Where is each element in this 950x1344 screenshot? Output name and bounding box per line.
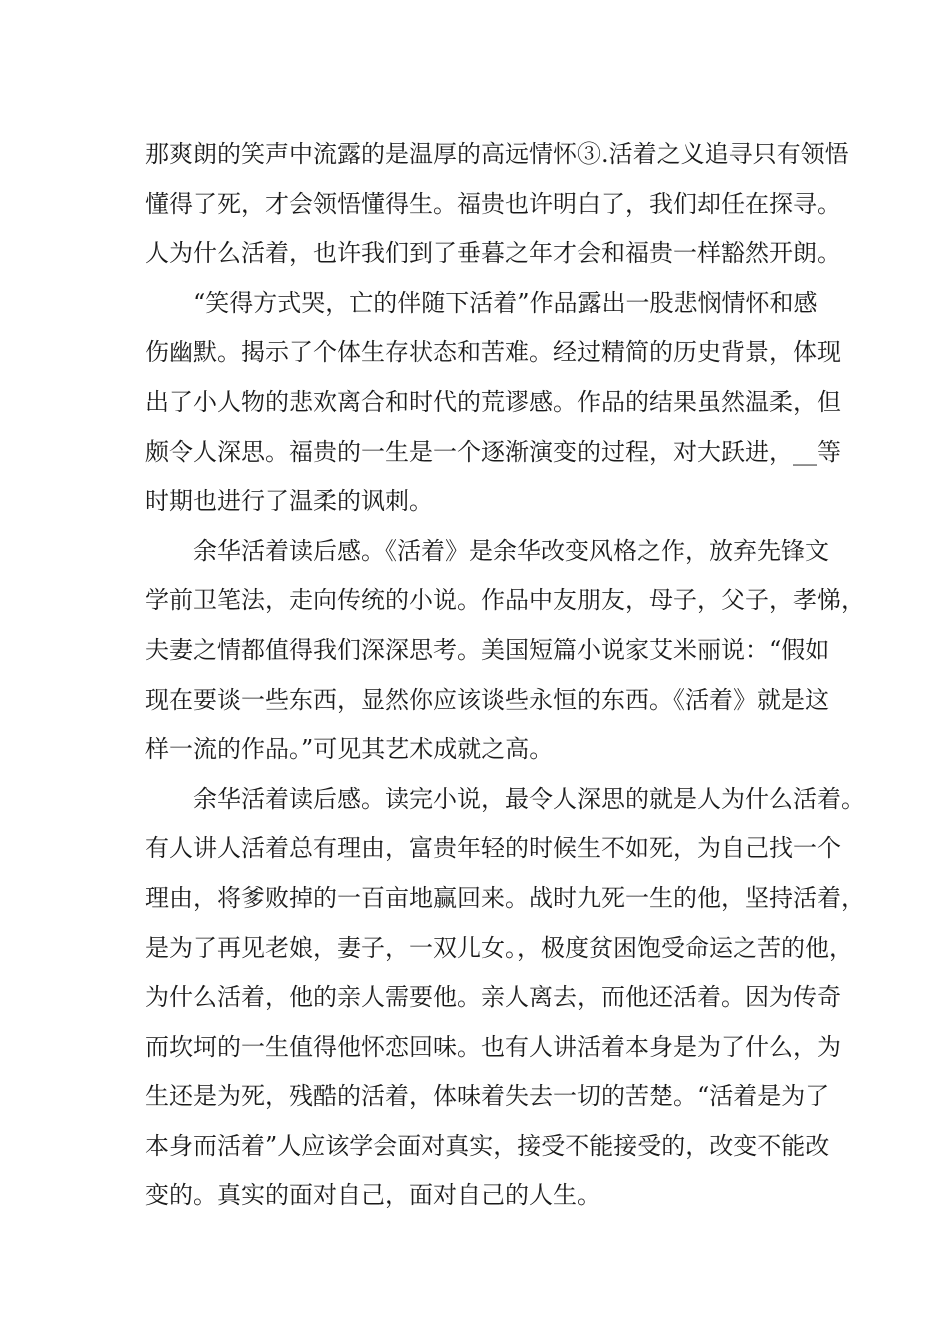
text-line: 本身而活着”人应该学会面对真实，接受不能接受的，改变不能改 (145, 1131, 830, 1160)
text-line: 是为了再见老娘，妻子，一双儿女。，极度贫困饱受命运之苦的他， (145, 933, 853, 962)
text-line: 夫妻之情都值得我们深深思考。美国短篇小说家艾米丽说：“假如 (145, 635, 830, 664)
text-line: 出了小人物的悲欢离合和时代的荒谬感。作品的结果虽然温柔，但 (145, 387, 841, 416)
paragraph (145, 130, 849, 279)
text-line: 而坎坷的一生值得他怀恋回味。也有人讲活着本身是为了什么，为 (145, 1032, 841, 1061)
text-line: 生还是为死，残酷的活着，体味着失去一切的苦楚。“活着是为了 (145, 1082, 830, 1111)
text-line: 有人讲人活着总有理由，富贵年轻的时候生不如死，为自己找一个 (145, 834, 841, 863)
text-line: 伤幽默。揭示了个体生存状态和苦难。经过精简的历史背景，体现 (145, 338, 841, 367)
text-line: 时期也进行了温柔的讽刺。 (145, 487, 433, 516)
paragraph (145, 527, 865, 775)
document-body (145, 130, 865, 1221)
paragraph (145, 775, 865, 1221)
text-line: 样一流的作品。”可见其艺术成就之高。 (145, 735, 554, 764)
text-line: 余华活着读后感。《活着》是余华改变风格之作，放弃先锋文 (193, 536, 829, 565)
text-line: “笑得方式哭，亡的伴随下活着”作品露出一股悲悯情怀和感 (193, 288, 818, 317)
text-line: 理由，将爹败掉的一百亩地赢回来。战时九死一生的他，坚持活着， (145, 883, 865, 912)
text-line: 懂得了死，才会领悟懂得生。福贵也许明白了，我们却任在探寻。 (145, 189, 841, 218)
text-line: 余华活着读后感。读完小说，最令人深思的就是人为什么活着。 (193, 784, 865, 813)
paragraph (145, 279, 841, 527)
text-line: 变的。真实的面对自己，面对自己的人生。 (145, 1181, 601, 1210)
text-line: 为什么活着，他的亲人需要他。亲人离去，而他还活着。因为传奇 (145, 983, 841, 1012)
text-line: 颇令人深思。福贵的一生是一个逐渐演变的过程，对大跃进，__等 (145, 437, 841, 466)
text-line: 人为什么活着，也许我们到了垂暮之年才会和福贵一样豁然开朗。 (145, 239, 841, 268)
text-line: 现在要谈一些东西，显然你应该谈些永恒的东西。《活着》就是这 (145, 685, 829, 714)
text-line: 那爽朗的笑声中流露的是温厚的高远情怀③.活着之义追寻只有领悟 (145, 140, 849, 168)
text-line: 学前卫笔法，走向传统的小说。作品中友朋友，母子，父子，孝悌， (145, 586, 865, 615)
